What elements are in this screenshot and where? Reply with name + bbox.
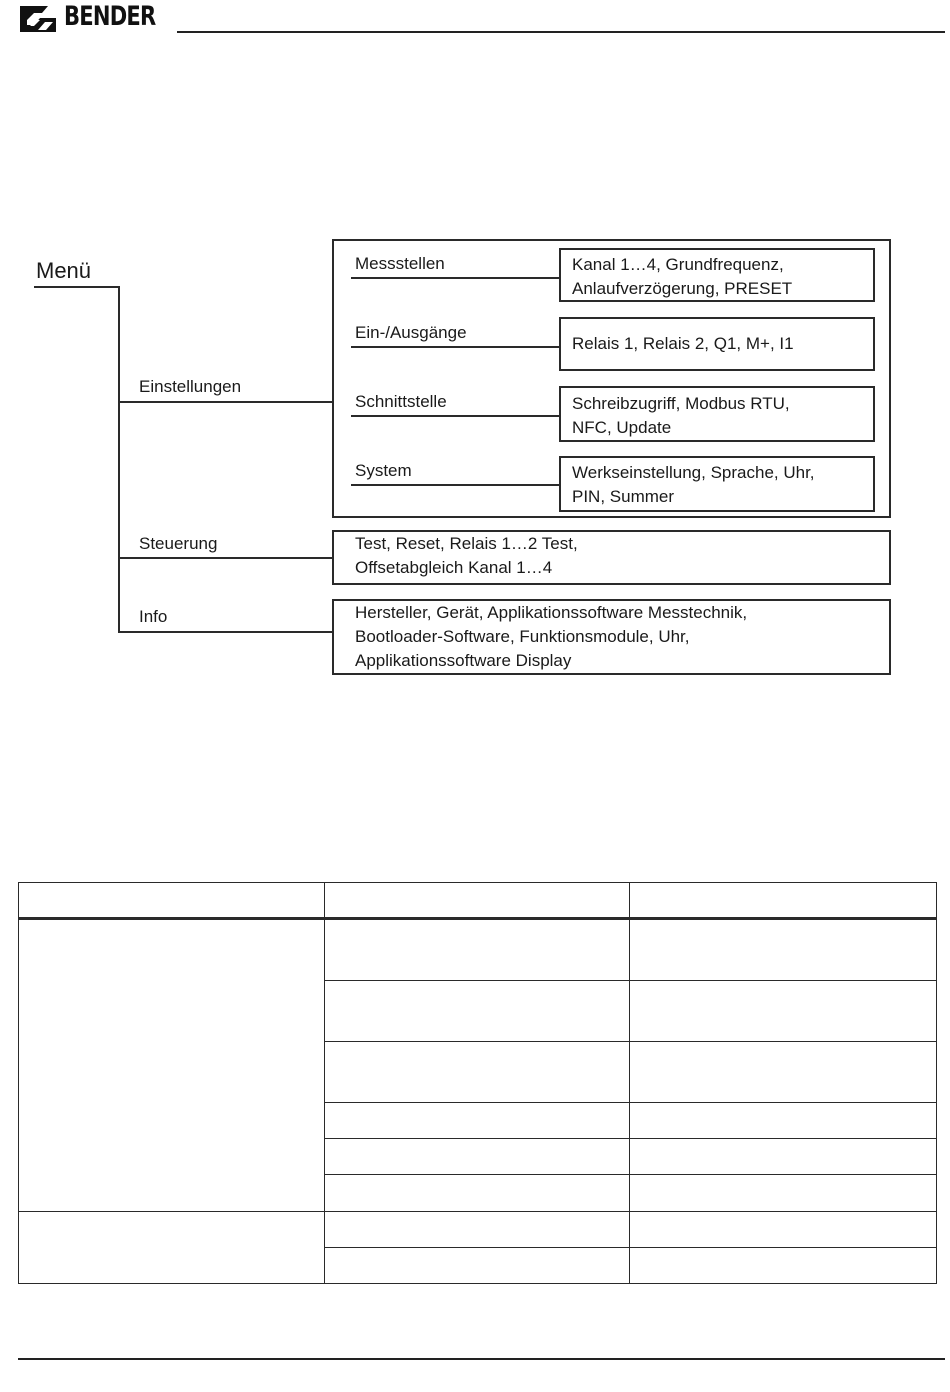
brand-name: BENDER xyxy=(64,1,156,32)
table-cell xyxy=(324,1103,630,1139)
table-group-cell xyxy=(19,1212,325,1284)
table-cell xyxy=(630,1042,937,1103)
table-cell xyxy=(324,1139,630,1175)
table-header-cell xyxy=(19,883,325,919)
table-header-cell xyxy=(630,883,937,919)
header-rule xyxy=(177,31,945,33)
sub-line-messstellen xyxy=(351,277,561,279)
steuerung-text: Test, Reset, Relais 1…2 Test, Offsetabgleich Kanal 1…4 xyxy=(355,534,578,577)
sub-line-system xyxy=(351,484,561,486)
table-cell xyxy=(630,919,937,981)
table-cell xyxy=(630,1212,937,1248)
tree-trunk xyxy=(118,286,120,632)
sub-label-ein-ausgaenge: Ein-/Ausgänge xyxy=(355,323,467,342)
table-cell xyxy=(630,1175,937,1212)
sub-label-system: System xyxy=(355,461,412,480)
branch-line-steuerung xyxy=(118,557,334,559)
table-cell xyxy=(324,919,630,981)
table-row xyxy=(19,1212,937,1248)
table-cell xyxy=(324,1175,630,1212)
branch-label-info: Info xyxy=(139,607,168,626)
table-row xyxy=(19,919,937,981)
table-cell xyxy=(630,1103,937,1139)
table-cell xyxy=(324,1248,630,1284)
sub-line-schnittstelle xyxy=(351,415,561,417)
table-cell xyxy=(324,1042,630,1103)
sub-label-messstellen: Messstellen xyxy=(355,254,445,273)
ein-ausgaenge-text: Relais 1, Relais 2, Q1, M+, I1 xyxy=(572,334,794,353)
table-cell xyxy=(324,1212,630,1248)
branch-line-info xyxy=(118,631,334,633)
menu-root-label: Menü xyxy=(36,258,92,283)
sub-line-ein-ausgaenge xyxy=(351,346,561,348)
table-cell xyxy=(324,981,630,1042)
table-cell xyxy=(630,1248,937,1284)
sub-label-schnittstelle: Schnittstelle xyxy=(355,392,447,411)
table-group-cell xyxy=(19,919,325,1212)
messstellen-text: Kanal 1…4, Grundfrequenz, Anlaufverzögerung, PRESET xyxy=(572,255,793,298)
bender-logo-icon xyxy=(18,4,58,34)
branch-line-einstellungen xyxy=(118,401,334,403)
table-header-cell xyxy=(324,883,630,919)
table-header-row xyxy=(19,883,937,919)
system-text: Werkseinstellung, Sprache, Uhr, PIN, Summer xyxy=(572,463,815,506)
info-text: Hersteller, Gerät, Applikationssoftware Messtechnik, Bootloader-Software, Funktionsmodule, Uhr, Applikationssoftware Display xyxy=(355,603,748,670)
branch-label-steuerung: Steuerung xyxy=(139,534,218,553)
table-cell xyxy=(630,981,937,1042)
table-cell xyxy=(630,1139,937,1175)
branch-label-einstellungen: Einstellungen xyxy=(139,377,242,396)
root-underline xyxy=(34,286,119,288)
footer-rule xyxy=(18,1358,945,1360)
schnittstelle-text: Schreibzugriff, Modbus RTU, NFC, Update xyxy=(572,394,790,437)
menu-table xyxy=(18,882,937,1284)
